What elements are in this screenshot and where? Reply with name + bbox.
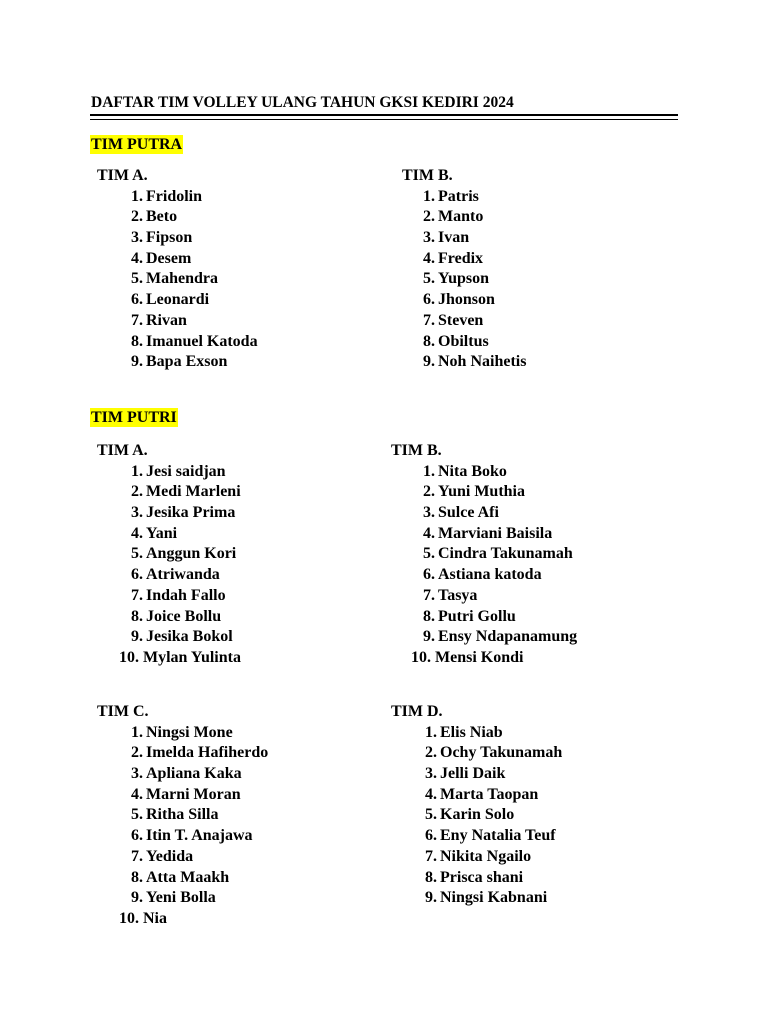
player-item: [414, 868, 524, 889]
player-number: 6.: [131, 827, 143, 845]
player-number: 7.: [423, 311, 435, 329]
player-number: 2.: [131, 208, 143, 226]
player-item: [120, 462, 226, 483]
player-item: [120, 290, 210, 311]
player-name: Nia: [143, 909, 167, 927]
player-item: [120, 586, 226, 607]
player-name: Ivan: [438, 229, 470, 247]
team-putra-b: [402, 166, 527, 373]
player-number: 7.: [131, 847, 143, 865]
player-item: [120, 544, 237, 565]
player-name: Ritha Silla: [146, 806, 219, 824]
team-putri-b: [391, 441, 578, 669]
player-list: [411, 462, 578, 669]
player-item: [412, 586, 478, 607]
player-name: Fipson: [146, 229, 193, 247]
player-item: [120, 764, 242, 785]
player-item: [414, 723, 503, 744]
player-name: Mahendra: [146, 270, 218, 288]
player-number: 3.: [131, 504, 143, 522]
player-item: [412, 311, 484, 332]
player-item: [412, 249, 484, 270]
player-number: 7.: [131, 586, 143, 604]
player-item: [120, 847, 194, 868]
player-number: 2.: [423, 208, 435, 226]
player-number: 7.: [423, 586, 435, 604]
player-list: [120, 187, 258, 373]
player-name: Marta Taopan: [440, 785, 539, 803]
player-item: [412, 187, 479, 208]
player-item: [120, 805, 219, 826]
player-name: Patris: [438, 187, 479, 205]
player-number: 8.: [131, 332, 143, 350]
player-name: Ensy Ndapanamung: [438, 628, 578, 646]
player-number: 3.: [423, 229, 435, 247]
player-item: [119, 648, 241, 669]
player-number: 9.: [425, 889, 437, 907]
team-name: TIM A.: [97, 167, 148, 184]
player-number: 5.: [131, 806, 143, 824]
player-name: Joice Bollu: [146, 607, 222, 625]
player-name: Mylan Yulinta: [143, 648, 241, 666]
team-name: TIM A.: [97, 442, 148, 459]
player-number: 7.: [131, 311, 143, 329]
player-number: 3.: [423, 504, 435, 522]
player-number: 1.: [131, 462, 143, 480]
team-putri-d: [391, 702, 563, 909]
player-number: 4.: [131, 785, 143, 803]
player-name: Steven: [438, 311, 484, 329]
player-item: [414, 764, 506, 785]
player-name: Ningsi Kabnani: [440, 889, 548, 907]
player-number: 9.: [131, 353, 143, 371]
team-name: TIM B.: [391, 442, 442, 459]
player-name: Ochy Takunamah: [440, 744, 563, 762]
player-name: Apliana Kaka: [146, 765, 242, 783]
player-item: [412, 482, 525, 503]
player-number: 1.: [423, 187, 435, 205]
player-number: 6.: [425, 827, 437, 845]
player-name: Fredix: [438, 249, 484, 267]
player-number: 5.: [423, 545, 435, 563]
player-item: [412, 462, 507, 483]
player-name: Marviani Baisila: [438, 524, 553, 542]
player-name: Indah Fallo: [146, 586, 226, 604]
player-item: [120, 311, 187, 332]
player-number: 9.: [131, 628, 143, 646]
player-number: 1.: [131, 723, 143, 741]
player-number: 8.: [131, 868, 143, 886]
player-item: [120, 332, 258, 353]
player-item: [412, 290, 495, 311]
player-number: 1.: [425, 723, 437, 741]
player-number: 9.: [131, 889, 143, 907]
player-item: [412, 207, 484, 228]
player-item: [120, 187, 203, 208]
player-item: [414, 743, 563, 764]
player-number: 8.: [423, 332, 435, 350]
player-number: 6.: [423, 566, 435, 584]
player-name: Prisca shani: [440, 868, 524, 886]
player-name: Eny Natalia Teuf: [440, 827, 556, 845]
player-number: 8.: [425, 868, 437, 886]
player-number: 3.: [131, 229, 143, 247]
player-item: [119, 909, 167, 930]
player-name: Imelda Hafiherdo: [146, 744, 269, 762]
player-item: [412, 352, 527, 373]
player-item: [120, 228, 193, 249]
player-number: 10.: [119, 909, 139, 927]
section-heading-putra: TIM PUTRA: [91, 136, 183, 153]
team-putri-a: [97, 441, 241, 669]
player-number: 6.: [423, 291, 435, 309]
player-number: 9.: [423, 353, 435, 371]
player-name: Karin Solo: [440, 806, 515, 824]
player-name: Cindra Takunamah: [438, 545, 573, 563]
player-number: 8.: [131, 607, 143, 625]
player-item: [414, 826, 556, 847]
player-item: [120, 207, 178, 228]
player-name: Astiana katoda: [438, 566, 542, 584]
player-item: [412, 607, 516, 628]
player-number: 4.: [425, 785, 437, 803]
player-name: Sulce Afi: [438, 504, 499, 522]
player-number: 4.: [131, 524, 143, 542]
player-number: 5.: [423, 270, 435, 288]
player-name: Itin T. Anajawa: [146, 827, 253, 845]
player-name: Leonardi: [146, 291, 210, 309]
player-name: Beto: [146, 208, 178, 226]
team-name: TIM D.: [391, 703, 443, 720]
player-item: [412, 332, 489, 353]
player-name: Noh Naihetis: [438, 353, 527, 371]
player-item: [120, 826, 253, 847]
player-name: Yupson: [438, 270, 490, 288]
player-number: 2.: [423, 483, 435, 501]
player-item: [120, 503, 236, 524]
player-name: Yedida: [146, 847, 194, 865]
player-name: Nita Boko: [438, 462, 507, 480]
player-item: [120, 743, 269, 764]
player-item: [120, 482, 241, 503]
player-item: [412, 228, 470, 249]
player-name: Jelli Daik: [440, 765, 506, 783]
player-item: [120, 785, 241, 806]
player-number: 2.: [131, 744, 143, 762]
player-item: [120, 524, 178, 545]
player-number: 8.: [423, 607, 435, 625]
title-rule-thin: [90, 119, 678, 120]
player-number: 2.: [131, 483, 143, 501]
player-item: [120, 868, 230, 889]
player-item: [414, 785, 539, 806]
player-item: [120, 269, 218, 290]
player-name: Bapa Exson: [146, 353, 228, 371]
player-name: Jesika Prima: [146, 504, 236, 522]
player-name: Jesika Bokol: [146, 628, 233, 646]
player-number: 2.: [425, 744, 437, 762]
player-name: Desem: [146, 249, 192, 267]
document-title: DAFTAR TIM VOLLEY ULANG TAHUN GKSI KEDIRI 2024: [91, 94, 514, 111]
player-item: [120, 607, 222, 628]
player-item: [414, 888, 548, 909]
player-name: Obiltus: [438, 332, 489, 350]
player-number: 4.: [131, 249, 143, 267]
player-list: [412, 187, 527, 373]
player-number: 1.: [131, 187, 143, 205]
player-item: [411, 648, 524, 669]
player-item: [412, 524, 553, 545]
player-name: Ningsi Mone: [146, 723, 233, 741]
player-name: Atta Maakh: [146, 868, 230, 886]
player-item: [412, 544, 573, 565]
player-number: 4.: [423, 249, 435, 267]
player-name: Jesi saidjan: [146, 462, 226, 480]
player-number: 9.: [423, 628, 435, 646]
title-rule-thick: [90, 114, 678, 116]
player-number: 6.: [131, 291, 143, 309]
player-list: [119, 462, 241, 669]
team-putra-a: [97, 166, 258, 373]
player-item: [412, 627, 578, 648]
player-name: Atriwanda: [146, 566, 220, 584]
player-number: 5.: [425, 806, 437, 824]
player-name: Putri Gollu: [438, 607, 516, 625]
player-number: 5.: [131, 545, 143, 563]
player-name: Yani: [146, 524, 178, 542]
player-number: 1.: [423, 462, 435, 480]
team-name: TIM B.: [402, 167, 453, 184]
player-name: Medi Marleni: [146, 483, 241, 501]
player-number: 5.: [131, 270, 143, 288]
section-heading-putri: TIM PUTRI: [91, 409, 177, 426]
player-list: [119, 723, 269, 930]
player-number: 10.: [119, 648, 139, 666]
player-name: Tasya: [438, 586, 478, 604]
player-item: [120, 565, 220, 586]
player-name: Rivan: [146, 311, 187, 329]
player-name: Elis Niab: [440, 723, 503, 741]
player-name: Fridolin: [146, 187, 203, 205]
player-item: [412, 565, 542, 586]
player-name: Anggun Kori: [146, 545, 237, 563]
player-number: 6.: [131, 566, 143, 584]
player-item: [120, 723, 233, 744]
player-name: Yeni Bolla: [146, 889, 216, 907]
player-name: Manto: [438, 208, 484, 226]
player-name: Nikita Ngailo: [440, 847, 532, 865]
player-name: Mensi Kondi: [435, 648, 524, 666]
player-item: [412, 503, 499, 524]
player-item: [414, 847, 532, 868]
player-item: [120, 627, 233, 648]
player-item: [120, 249, 192, 270]
team-putri-c: [97, 702, 269, 930]
player-item: [412, 269, 490, 290]
player-list: [414, 723, 563, 909]
team-name: TIM C.: [97, 703, 149, 720]
player-number: 3.: [131, 765, 143, 783]
player-item: [414, 805, 515, 826]
player-number: 3.: [425, 765, 437, 783]
player-item: [120, 352, 228, 373]
player-item: [120, 888, 216, 909]
player-number: 7.: [425, 847, 437, 865]
player-number: 4.: [423, 524, 435, 542]
player-number: 10.: [411, 648, 431, 666]
player-name: Jhonson: [438, 291, 495, 309]
player-name: Marni Moran: [146, 785, 241, 803]
player-name: Yuni Muthia: [438, 483, 525, 501]
player-name: Imanuel Katoda: [146, 332, 258, 350]
